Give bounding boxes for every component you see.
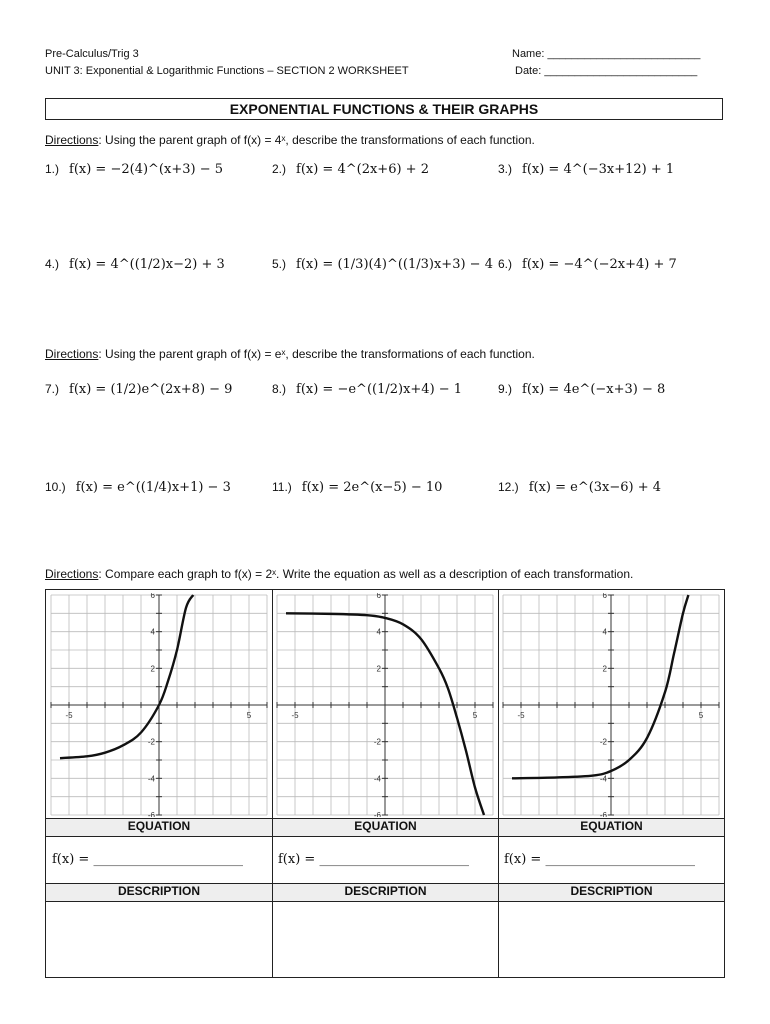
y-tick-label: -4 bbox=[599, 774, 607, 784]
y-tick-label: -4 bbox=[147, 774, 155, 784]
problem-8 bbox=[272, 382, 462, 397]
problem-expression: f(x) = 4^((1/2)x−2) + 3 bbox=[69, 257, 225, 272]
y-tick-label: 6 bbox=[376, 593, 381, 600]
y-tick-label: 2 bbox=[602, 664, 607, 674]
problem-2 bbox=[272, 162, 429, 177]
description-box[interactable] bbox=[499, 902, 724, 977]
problem-number: 6.) bbox=[498, 257, 513, 271]
y-tick-label: 6 bbox=[602, 593, 607, 600]
problem-number: 10.) bbox=[45, 480, 66, 494]
y-tick-label: 6 bbox=[150, 593, 155, 600]
y-tick-label: 4 bbox=[602, 627, 607, 637]
x-tick-label: -5 bbox=[291, 711, 299, 720]
x-tick-label: -5 bbox=[517, 711, 525, 720]
problem-9 bbox=[498, 382, 665, 397]
y-tick-label: -6 bbox=[147, 811, 155, 817]
description-box[interactable] bbox=[273, 902, 498, 977]
problem-expression: f(x) = 2e^(x−5) − 10 bbox=[301, 480, 443, 495]
y-tick-label: -6 bbox=[373, 811, 381, 817]
problem-7 bbox=[45, 382, 232, 397]
equation-blank[interactable]: f(x) = _______________________ bbox=[52, 852, 243, 867]
problem-number: 7.) bbox=[45, 382, 60, 396]
course-title: Pre-Calculus/Trig 3 bbox=[45, 48, 139, 60]
directions-text: : Using the parent graph of f(x) = 4ˣ, describe the transformations of each function. bbox=[98, 133, 535, 147]
x-tick-label: 5 bbox=[698, 711, 704, 720]
directions-1 bbox=[45, 133, 535, 147]
row-divider bbox=[46, 836, 724, 837]
y-tick-label: 4 bbox=[150, 627, 155, 637]
graph-1 bbox=[49, 593, 269, 817]
problem-expression: f(x) = 4^(2x+6) + 2 bbox=[296, 162, 429, 177]
problem-expression: f(x) = 4e^(−x+3) − 8 bbox=[522, 382, 666, 397]
directions-3 bbox=[45, 567, 633, 581]
problem-expression: f(x) = e^(3x−6) + 4 bbox=[528, 480, 662, 495]
equation-header: EQUATION bbox=[273, 819, 498, 836]
directions-label: Directions bbox=[45, 567, 99, 581]
y-tick-label: -2 bbox=[147, 737, 155, 747]
y-tick-label: -4 bbox=[373, 774, 381, 784]
problem-number: 2.) bbox=[272, 162, 287, 176]
directions-2 bbox=[45, 347, 535, 361]
equation-header: EQUATION bbox=[46, 819, 272, 836]
date-field: Date: _________________________ bbox=[515, 65, 698, 77]
equation-blank[interactable]: f(x) = _______________________ bbox=[504, 852, 695, 867]
x-tick-label: 5 bbox=[472, 711, 478, 720]
problem-number: 3.) bbox=[498, 162, 513, 176]
equation-blank[interactable]: f(x) = _______________________ bbox=[278, 852, 469, 867]
description-header: DESCRIPTION bbox=[499, 884, 724, 901]
problem-expression: f(x) = −2(4)^(x+3) − 5 bbox=[69, 162, 223, 177]
graph-table bbox=[45, 589, 725, 978]
name-field: Name: _________________________ bbox=[512, 48, 701, 60]
problem-number: 4.) bbox=[45, 257, 60, 271]
problem-expression: f(x) = 4^(−3x+12) + 1 bbox=[522, 162, 675, 177]
problem-number: 11.) bbox=[272, 480, 292, 494]
page-title: EXPONENTIAL FUNCTIONS & THEIR GRAPHS bbox=[45, 98, 723, 120]
y-tick-label: -2 bbox=[373, 737, 381, 747]
problem-11 bbox=[272, 480, 442, 495]
problem-5 bbox=[272, 257, 493, 272]
problem-number: 5.) bbox=[272, 257, 287, 271]
problem-number: 8.) bbox=[272, 382, 287, 396]
graph-2 bbox=[275, 593, 495, 817]
problem-expression: f(x) = (1/3)(4)^((1/3)x+3) − 4 bbox=[296, 257, 493, 272]
x-tick-label: -5 bbox=[65, 711, 73, 720]
problem-1 bbox=[45, 162, 223, 177]
description-header: DESCRIPTION bbox=[273, 884, 498, 901]
y-tick-label: 2 bbox=[376, 664, 381, 674]
y-tick-label: -2 bbox=[599, 737, 607, 747]
problem-12 bbox=[498, 480, 661, 495]
exponential-curve bbox=[60, 595, 193, 758]
problem-expression: f(x) = −e^((1/2)x+4) − 1 bbox=[296, 382, 463, 397]
y-tick-label: 2 bbox=[150, 664, 155, 674]
problem-3 bbox=[498, 162, 674, 177]
graph-3 bbox=[501, 593, 721, 817]
problem-expression: f(x) = −4^(−2x+4) + 7 bbox=[522, 257, 677, 272]
directions-label: Directions bbox=[45, 133, 99, 147]
description-header: DESCRIPTION bbox=[46, 884, 272, 901]
problem-number: 9.) bbox=[498, 382, 513, 396]
directions-text: : Compare each graph to f(x) = 2ˣ. Write the equation as well as a description of each transformation. bbox=[98, 567, 634, 581]
y-tick-label: 4 bbox=[376, 627, 381, 637]
problem-4 bbox=[45, 257, 225, 272]
directions-text: : Using the parent graph of f(x) = eˣ, describe the transformations of each function. bbox=[98, 347, 535, 361]
unit-title: UNIT 3: Exponential & Logarithmic Functions – SECTION 2 WORKSHEET bbox=[45, 65, 409, 77]
problem-number: 1.) bbox=[45, 162, 60, 176]
description-box[interactable] bbox=[46, 902, 272, 977]
directions-label: Directions bbox=[45, 347, 99, 361]
problem-number: 12.) bbox=[498, 480, 519, 494]
problem-10 bbox=[45, 480, 231, 495]
problem-expression: f(x) = (1/2)e^(2x+8) − 9 bbox=[69, 382, 233, 397]
x-tick-label: 5 bbox=[246, 711, 252, 720]
problem-6 bbox=[498, 257, 677, 272]
y-tick-label: -6 bbox=[599, 811, 607, 817]
equation-header: EQUATION bbox=[499, 819, 724, 836]
problem-expression: f(x) = e^((1/4)x+1) − 3 bbox=[75, 480, 231, 495]
